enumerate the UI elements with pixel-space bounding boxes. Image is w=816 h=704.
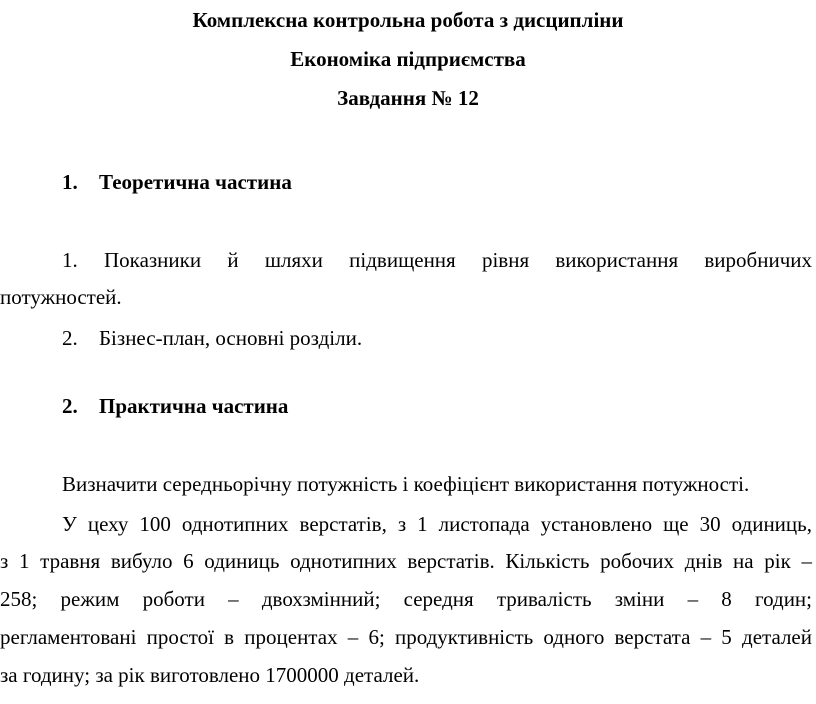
section-2-heading — [62, 393, 288, 419]
practice-task-statement: Визначити середньорічну потужність і коефіцієнт використання потужності. — [62, 472, 750, 496]
theory-item-2 — [62, 325, 362, 351]
theory-item-2-text: Бізнес-план, основні розділи. — [99, 326, 363, 350]
theory-item-1-text: Показники й шляхи підвищення рівня використання виробничих — [104, 248, 812, 272]
section-1-heading — [62, 169, 292, 195]
practice-body-line-3: 258; режим роботи – двохзмінний; середня тривалість зміни – 8 годин; — [0, 587, 812, 611]
document-heading-line-1: Комплексна контрольна робота з дисципліни — [192, 8, 624, 32]
theory-item-1-line-1 — [0, 247, 812, 273]
section-2-title: Практична частина — [99, 394, 289, 418]
section-1-title: Теоретична частина — [99, 170, 292, 194]
theory-item-2-number: 2. — [62, 326, 78, 350]
practice-body-line-5: за годину; за рік виготовлено 1700000 деталей. — [0, 663, 420, 687]
document-heading-line-3: Завдання № 12 — [337, 86, 479, 110]
practice-body-line-2: з 1 травня вибуло 6 одиниць однотипних верстатів. Кількість робочих днів на рік – — [0, 549, 812, 573]
theory-item-1-number: 1. — [62, 248, 78, 272]
section-1-number: 1. — [62, 170, 78, 194]
practice-body-line-4: регламентовані простої в процентах – 6; продуктивність одного верстата – 5 деталей — [0, 625, 812, 649]
document-heading-line-2: Економіка підприємства — [290, 47, 526, 71]
theory-item-1-line-2: потужностей. — [0, 285, 122, 309]
practice-body-line-1: У цеху 100 однотипних верстатів, з 1 листопада установлено ще 30 одиниць, — [62, 512, 812, 536]
section-2-number: 2. — [62, 394, 78, 418]
